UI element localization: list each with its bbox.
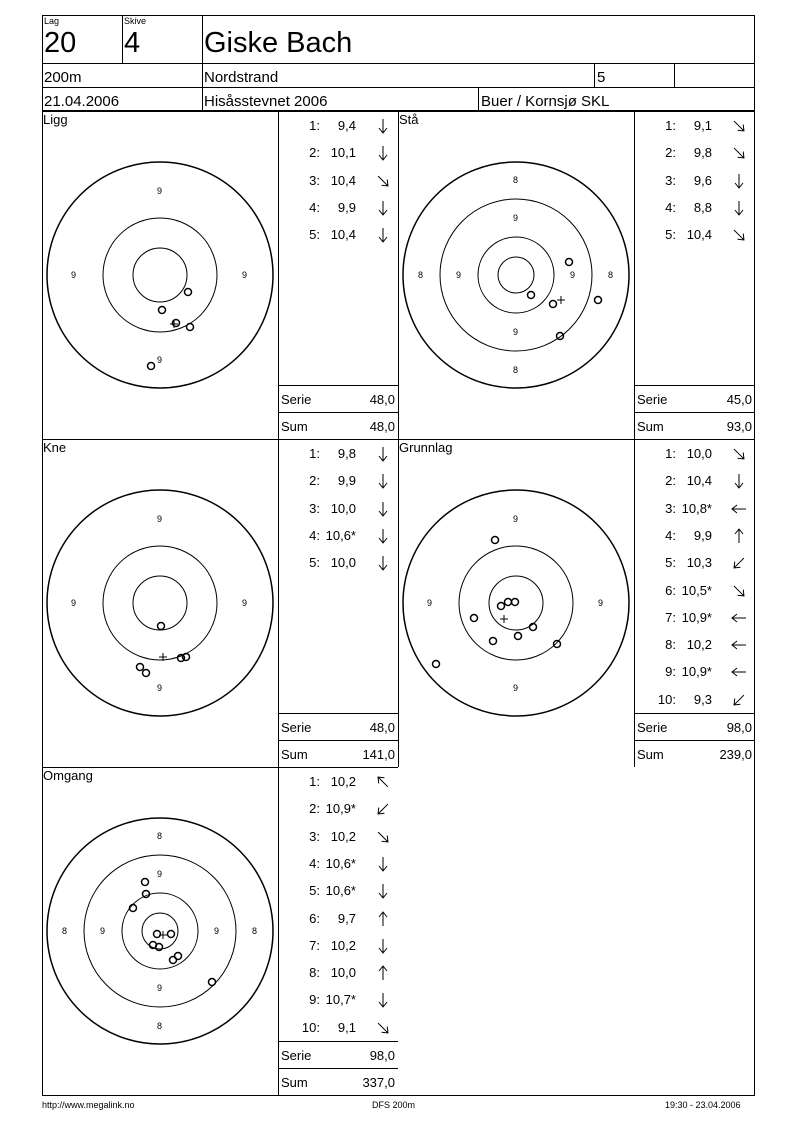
direction-arrow-icon (374, 144, 392, 162)
direction-arrow-icon (730, 117, 748, 135)
shot-mark (143, 891, 150, 898)
date: 21.04.2006 (44, 93, 120, 110)
shot-number: 3: (309, 828, 320, 844)
footer-program: DFS 200m (372, 1100, 416, 1110)
sum-value: 239,0 (719, 747, 752, 762)
direction-arrow-icon (374, 527, 392, 545)
shot-score: 9,7 (337, 910, 356, 926)
shot-number: 4: (665, 527, 676, 543)
header-divider (42, 87, 755, 88)
shot-mark (142, 879, 149, 886)
shot-mark (148, 363, 155, 370)
header-divider (594, 63, 595, 87)
direction-arrow-icon (730, 636, 748, 654)
shot-mark (471, 615, 478, 622)
direction-arrow-icon (374, 991, 392, 1009)
footer-url[interactable]: http://www.megalink.no (42, 1100, 135, 1110)
sum-label: Sum (281, 747, 308, 762)
shot-mark (143, 670, 150, 677)
shot-score: 10,4 (686, 473, 712, 489)
serie-divider (278, 1041, 398, 1042)
shot-mark (183, 654, 190, 661)
shot-number: 7: (309, 937, 320, 953)
shot-score: 10,9* (681, 609, 712, 625)
shooter-class: 5 (597, 69, 606, 86)
shot-number: 2: (665, 473, 676, 489)
direction-arrow-icon (374, 910, 392, 928)
direction-arrow-icon (374, 964, 392, 982)
ring-label: 9 (427, 598, 433, 608)
ring-label: 9 (242, 598, 248, 608)
direction-arrow-icon (374, 554, 392, 572)
section-label-ligg: Ligg (43, 112, 68, 127)
ring-label: 9 (513, 683, 519, 693)
ring-label: 8 (418, 270, 424, 280)
ring-label: 9 (157, 683, 163, 693)
shot-score: 10,0 (330, 500, 356, 516)
direction-arrow-icon (730, 445, 748, 463)
range-name: Buer / Kornsjø SKL (481, 93, 610, 110)
direction-arrow-icon (374, 172, 392, 190)
shot-number: 1: (309, 446, 320, 461)
shot-mark (185, 289, 192, 296)
shot-score: 9,3 (693, 691, 712, 707)
shot-number: 2: (309, 473, 320, 489)
direction-arrow-icon (374, 882, 392, 900)
ring-label: 9 (214, 926, 220, 936)
col-divider (634, 111, 635, 767)
shot-score: 10,0 (330, 555, 356, 571)
ring-label: 9 (157, 355, 163, 365)
ring-label: 9 (100, 926, 106, 936)
shot-number: 3: (309, 500, 320, 516)
ring-label: 9 (157, 514, 163, 524)
shot-score: 9,8 (693, 145, 712, 161)
shot-score: 8,8 (693, 199, 712, 215)
sum-label: Sum (637, 419, 664, 434)
direction-arrow-icon (374, 226, 392, 244)
serie-label: Serie (637, 392, 668, 407)
shot-score: 10,7* (325, 992, 356, 1008)
direction-arrow-icon (730, 472, 748, 490)
shot-score: 10,6* (325, 527, 356, 543)
shot-mark (209, 979, 216, 986)
event-name: Hisåsstevnet 2006 (204, 93, 328, 110)
shot-score: 10,2 (330, 828, 356, 844)
shooter-name: Giske Bach (204, 27, 353, 59)
shot-mark (492, 537, 499, 544)
ring-label: 8 (157, 1021, 163, 1031)
direction-arrow-icon (730, 609, 748, 627)
direction-arrow-icon (374, 937, 392, 955)
ring-label: 9 (71, 270, 77, 280)
serie-value: 48,0 (369, 392, 395, 407)
direction-arrow-icon (374, 855, 392, 873)
center-cross (500, 615, 508, 623)
ring-label: 8 (252, 926, 258, 936)
shot-number: 6: (665, 582, 676, 598)
shot-number: 2: (665, 145, 676, 161)
direction-arrow-icon (730, 199, 748, 217)
shot-score: 10,0 (330, 965, 356, 981)
direction-arrow-icon (730, 527, 748, 545)
shot-number: 8: (309, 965, 320, 981)
direction-arrow-icon (374, 445, 392, 463)
sum-value: 141,0 (362, 747, 395, 762)
direction-arrow-icon (730, 554, 748, 572)
shot-number: 2: (309, 145, 320, 161)
direction-arrow-icon (374, 117, 392, 135)
target-omgang (42, 768, 278, 1088)
header-divider (478, 87, 479, 111)
shot-mark (566, 259, 573, 266)
shot-score: 10,2 (686, 637, 712, 653)
ring-label: 9 (157, 983, 163, 993)
shot-number: 1: (665, 118, 676, 133)
shot-mark (130, 905, 137, 912)
shot-mark (490, 638, 497, 645)
shot-number: 3: (665, 172, 676, 188)
ring-label: 9 (513, 213, 519, 223)
shot-number: 5: (309, 555, 320, 571)
shot-number: 9: (665, 664, 676, 680)
shot-score: 10,4 (330, 172, 356, 188)
header-divider (674, 63, 675, 87)
shot-number: 5: (309, 227, 320, 243)
sum-label: Sum (281, 419, 308, 434)
serie-divider (278, 412, 398, 413)
shot-mark (187, 324, 194, 331)
serie-label: Serie (281, 1048, 312, 1063)
shot-score: 9,9 (337, 199, 356, 215)
shot-mark (175, 953, 182, 960)
center-cross (557, 296, 565, 304)
sum-label: Sum (281, 1075, 308, 1090)
direction-arrow-icon (730, 226, 748, 244)
ring-label: 9 (570, 270, 576, 280)
shot-score: 10,6* (325, 855, 356, 871)
direction-arrow-icon (374, 1019, 392, 1037)
header-divider (202, 15, 203, 111)
shot-score: 10,3 (686, 555, 712, 571)
shot-score: 10,4 (330, 227, 356, 243)
shot-number: 1: (309, 118, 320, 133)
lag-value: 20 (44, 27, 77, 59)
target-ligg (42, 112, 278, 432)
ring-label: 9 (157, 869, 163, 879)
serie-divider (634, 740, 755, 741)
header-divider (42, 63, 755, 64)
serie-divider (634, 412, 755, 413)
shot-mark (550, 301, 557, 308)
footer-timestamp: 19:30 - 23.04.2006 (665, 1100, 741, 1110)
shot-number: 1: (665, 446, 676, 461)
target-grunnlag (398, 440, 634, 760)
direction-arrow-icon (730, 582, 748, 600)
serie-label: Serie (281, 720, 312, 735)
ring-label: 9 (71, 598, 77, 608)
direction-arrow-icon (730, 500, 748, 518)
ring-label: 9 (242, 270, 248, 280)
shot-number: 7: (665, 609, 676, 625)
shot-number: 5: (665, 555, 676, 571)
shot-score: 9,4 (337, 118, 356, 133)
shot-score: 10,8* (681, 500, 712, 516)
header-divider (122, 15, 123, 63)
shot-number: 4: (309, 855, 320, 871)
serie-divider (634, 713, 755, 714)
serie-divider (634, 385, 755, 386)
ring-label: 8 (608, 270, 614, 280)
shot-score: 10,1 (330, 145, 356, 161)
direction-arrow-icon (374, 500, 392, 518)
shot-score: 10,9* (325, 801, 356, 817)
distance: 200m (44, 69, 82, 86)
shot-mark (498, 603, 505, 610)
ring-label: 8 (157, 831, 163, 841)
ring-label: 8 (513, 365, 519, 375)
shot-mark (512, 599, 519, 606)
shot-mark (554, 641, 561, 648)
shot-number: 8: (665, 637, 676, 653)
section-label-sta: Stå (399, 112, 419, 127)
shot-mark (557, 333, 564, 340)
lag-label: Lag (44, 16, 60, 26)
section-label-omgang: Omgang (43, 768, 93, 783)
shot-number: 4: (309, 199, 320, 215)
ring-label: 9 (456, 270, 462, 280)
direction-arrow-icon (730, 172, 748, 190)
shot-score: 9,1 (337, 1019, 356, 1035)
shot-score: 10,6* (325, 883, 356, 899)
direction-arrow-icon (374, 800, 392, 818)
ring-label: 9 (598, 598, 604, 608)
shot-score: 10,2 (330, 937, 356, 953)
sum-label: Sum (637, 747, 664, 762)
shot-score: 10,5* (681, 582, 712, 598)
shot-score: 10,4 (686, 227, 712, 243)
direction-arrow-icon (374, 828, 392, 846)
shot-score: 10,2 (330, 774, 356, 789)
shot-score: 9,1 (693, 118, 712, 133)
serie-divider (278, 1068, 398, 1069)
ring-label: 8 (62, 926, 68, 936)
shot-score: 9,9 (337, 473, 356, 489)
direction-arrow-icon (374, 199, 392, 217)
shot-number: 5: (309, 883, 320, 899)
shot-mark (158, 623, 165, 630)
shot-number: 10: (301, 1019, 320, 1035)
serie-value: 48,0 (369, 720, 395, 735)
sum-value: 93,0 (726, 419, 752, 434)
shot-number: 3: (665, 500, 676, 516)
shot-score: 9,6 (693, 172, 712, 188)
shot-mark (505, 599, 512, 606)
shot-score: 10,0 (686, 446, 712, 461)
shot-score: 10,9* (681, 664, 712, 680)
ring-label: 9 (513, 514, 519, 524)
shot-mark (168, 931, 175, 938)
direction-arrow-icon (374, 472, 392, 490)
section-label-grunnlag: Grunnlag (399, 440, 453, 455)
shot-number: 4: (665, 199, 676, 215)
shot-mark (433, 661, 440, 668)
shot-mark (137, 664, 144, 671)
shot-number: 1: (309, 774, 320, 789)
shot-mark (595, 297, 602, 304)
serie-divider (278, 385, 398, 386)
col-divider (278, 111, 279, 1096)
ring-label: 9 (157, 186, 163, 196)
serie-label: Serie (637, 720, 668, 735)
sum-value: 337,0 (362, 1075, 395, 1090)
shot-mark (159, 307, 166, 314)
skive-value: 4 (124, 27, 141, 59)
sum-value: 48,0 (369, 419, 395, 434)
shot-number: 6: (309, 910, 320, 926)
serie-value: 45,0 (726, 392, 752, 407)
shot-score: 9,9 (693, 527, 712, 543)
shot-mark (515, 633, 522, 640)
skive-label: Skive (124, 16, 147, 26)
shot-number: 10: (657, 691, 676, 707)
shot-number: 9: (309, 992, 320, 1008)
direction-arrow-icon (730, 144, 748, 162)
direction-arrow-icon (374, 773, 392, 791)
serie-value: 98,0 (369, 1048, 395, 1063)
shot-mark (154, 931, 161, 938)
shot-number: 2: (309, 801, 320, 817)
serie-value: 98,0 (726, 720, 752, 735)
section-label-kne: Kne (43, 440, 67, 455)
direction-arrow-icon (730, 691, 748, 709)
serie-divider (278, 740, 398, 741)
serie-divider (278, 713, 398, 714)
club-area: Nordstrand (204, 69, 279, 86)
target-kne (42, 440, 278, 760)
target-sta (398, 112, 634, 432)
shot-number: 3: (309, 172, 320, 188)
ring-label: 8 (513, 175, 519, 185)
direction-arrow-icon (730, 663, 748, 681)
shot-mark (528, 292, 535, 299)
ring-label: 9 (513, 327, 519, 337)
shot-number: 5: (665, 227, 676, 243)
serie-label: Serie (281, 392, 312, 407)
shot-number: 4: (309, 527, 320, 543)
shot-score: 9,8 (337, 446, 356, 461)
